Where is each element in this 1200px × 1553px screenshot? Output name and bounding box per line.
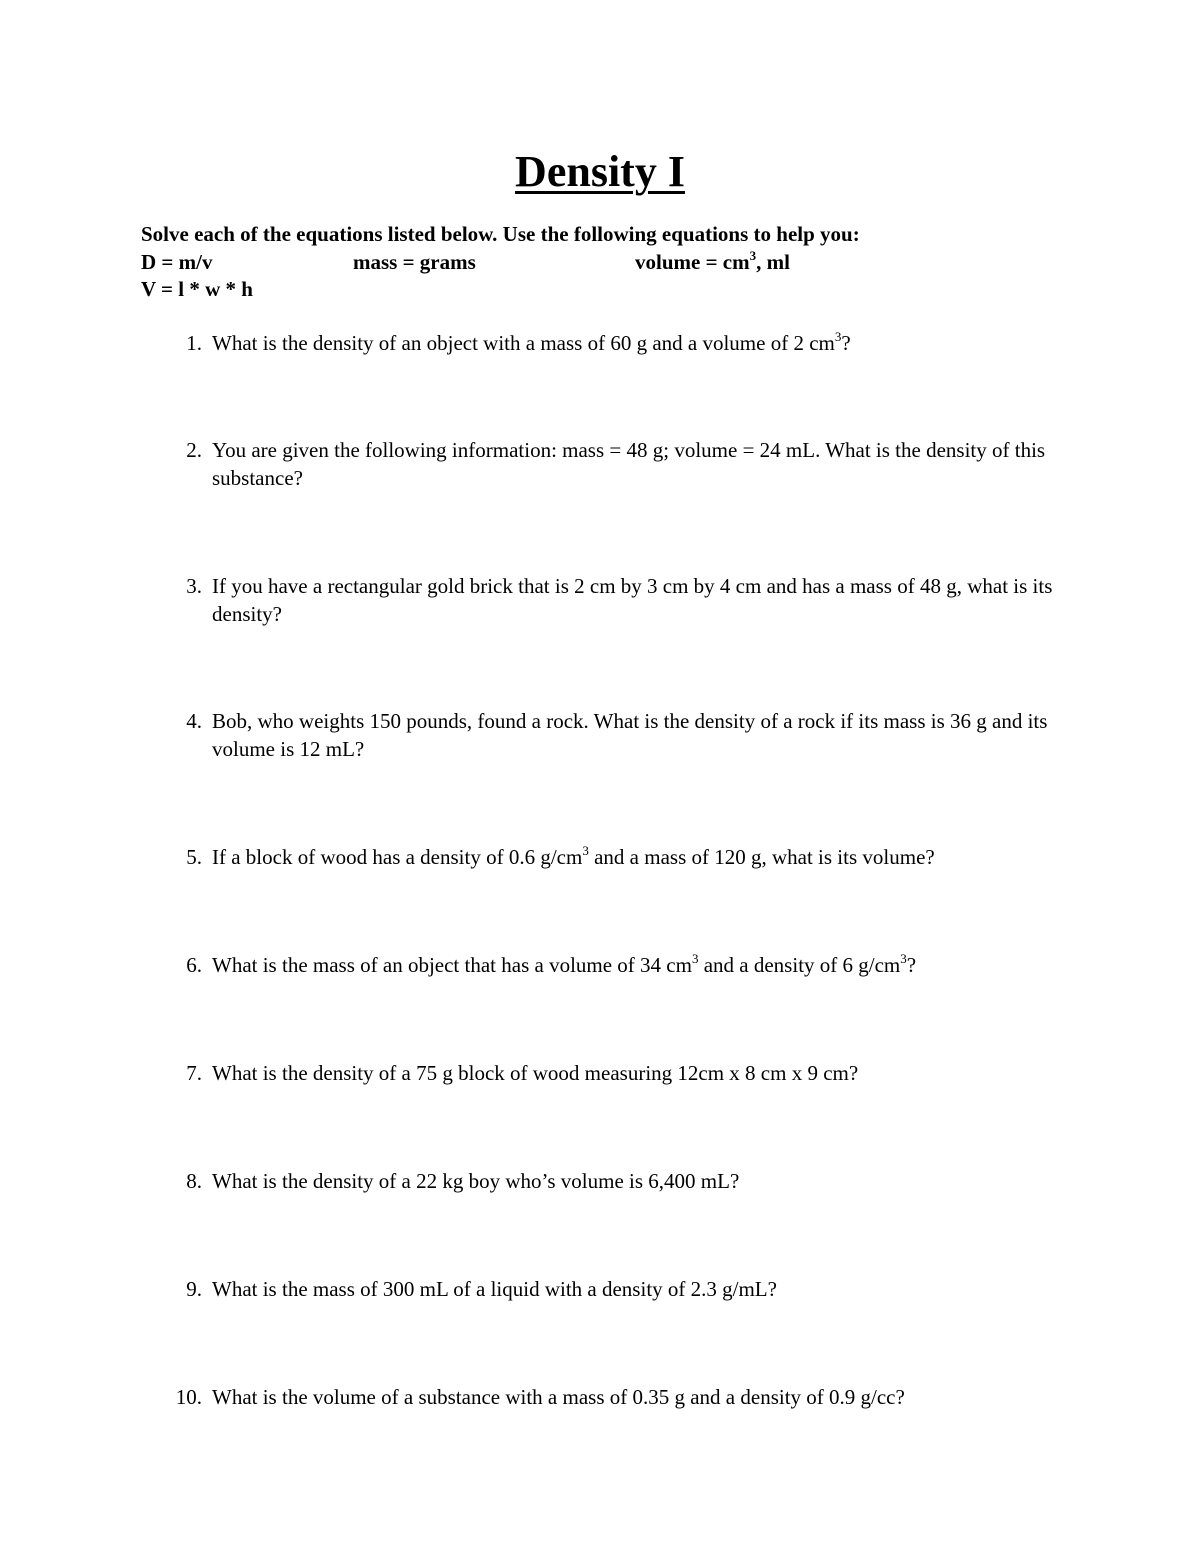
question-text: If a block of wood has a density of 0.6 $g/cm^3$ and a mass of 120 g, what is its volume? xyxy=(212,843,935,869)
volume-equation: V = l * w * h xyxy=(141,277,253,301)
question-number: 10. xyxy=(175,1385,202,1409)
density-equation: D = m/v xyxy=(141,249,213,274)
question-number: 6. xyxy=(186,953,202,977)
question-text: Bob, who weights 150 pounds, found a rock. What is the density of a rock if its mass is 36 g and its volume is 12 mL? xyxy=(212,709,1048,761)
question-number: 8. xyxy=(186,1169,202,1193)
mass-unit: mass = grams xyxy=(353,249,476,274)
question-number: 5. xyxy=(186,845,202,869)
question-number: 9. xyxy=(186,1277,202,1301)
question-text: What is the density of a 22 kg boy who’s volume is 6,400 mL? xyxy=(212,1169,740,1193)
question-text: What is the mass of 300 mL of a liquid with a density of 2.3 g/mL? xyxy=(212,1277,777,1301)
instructions xyxy=(141,221,1101,304)
page-title: Density I xyxy=(515,147,685,196)
question-text: What is the density of an object with a mass of 60 g and a volume of 2 $cm^3$? xyxy=(212,329,851,355)
equations-row xyxy=(141,249,1101,277)
question-text: What is the density of a 75 g block of wood measuring 12cm x 8 cm x 9 cm? xyxy=(212,1061,859,1085)
question-number: 3. xyxy=(186,574,202,598)
question-text: If you have a rectangular gold brick that is 2 cm by 3 cm by 4 cm and has a mass of 48 g, what is its density? xyxy=(212,574,1053,626)
question-number: 7. xyxy=(186,1061,202,1085)
question-text: What is the mass of an object that has a volume of 34 $cm^3$ and a density of 6 $g/cm^3$? xyxy=(212,951,917,977)
question-number: 1. xyxy=(186,331,202,355)
question-text: What is the volume of a substance with a mass of 0.35 g and a density of 0.9 g/cc? xyxy=(212,1385,905,1409)
question-text: You are given the following information: mass = 48 g; volume = 24 mL. What is the density of this substance? xyxy=(212,438,1046,490)
instructions-lead: Solve each of the equations listed below. Use the following equations to help you: xyxy=(141,222,860,246)
question-number: 2. xyxy=(186,438,202,462)
question-number: 4. xyxy=(186,709,202,733)
volume-unit: volume = $cm^3$, ml xyxy=(635,247,790,274)
